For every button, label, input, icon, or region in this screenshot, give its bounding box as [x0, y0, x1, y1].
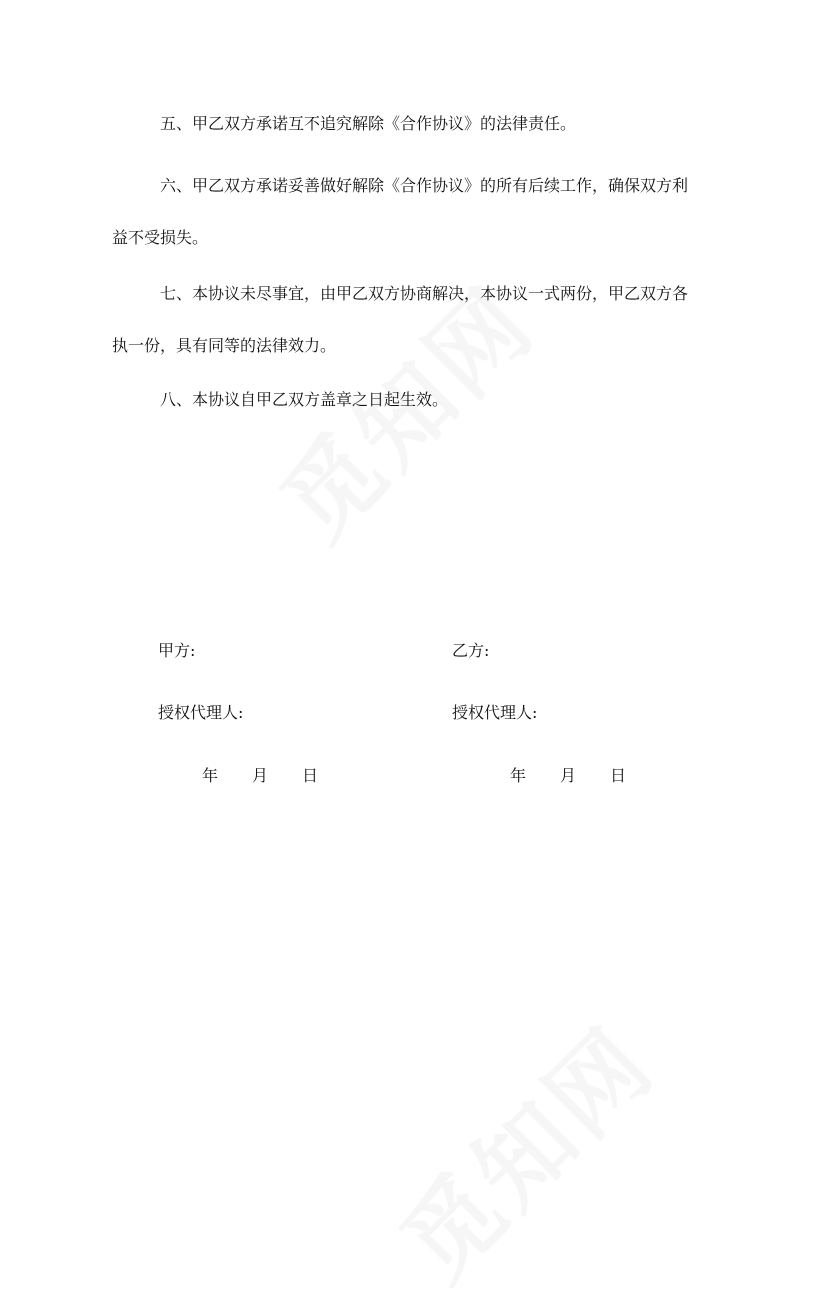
date-line-a [202, 766, 318, 786]
date-a-month: 月 [252, 766, 269, 785]
clause-7-line-2: 执一份，具有同等的法律效力。 [112, 336, 337, 355]
date-b-day: 日 [610, 766, 627, 785]
agent-b-label: 授权代理人: [452, 703, 538, 722]
clause-5-text: 五、甲乙双方承诺互不追究解除《合作协议》的法律责任。 [160, 114, 577, 133]
clause-8-text: 八、本协议自甲乙双方盖章之日起生效。 [160, 390, 449, 409]
watermark-bottom [366, 992, 679, 1305]
date-a-day: 日 [302, 766, 319, 785]
date-line-b [510, 766, 626, 786]
clause-7 [112, 268, 722, 372]
party-a-label: 甲方: [158, 641, 196, 660]
clause-5 [112, 98, 722, 150]
agent-a-label: 授权代理人: [158, 703, 244, 722]
clause-8 [112, 374, 722, 426]
date-b-year: 年 [510, 766, 527, 785]
date-a-year: 年 [202, 766, 219, 785]
clause-7-line-1: 七、本协议未尽事宜，由甲乙双方协商解决，本协议一式两份，甲乙双方各 [160, 284, 689, 303]
clause-6-line-2: 益不受损失。 [112, 228, 209, 247]
clause-6 [112, 160, 722, 264]
party-b-label: 乙方: [452, 641, 490, 660]
date-b-month: 月 [560, 766, 577, 785]
clause-6-line-1: 六、甲乙双方承诺妥善做好解除《合作协议》的所有后续工作，确保双方利 [160, 176, 689, 195]
